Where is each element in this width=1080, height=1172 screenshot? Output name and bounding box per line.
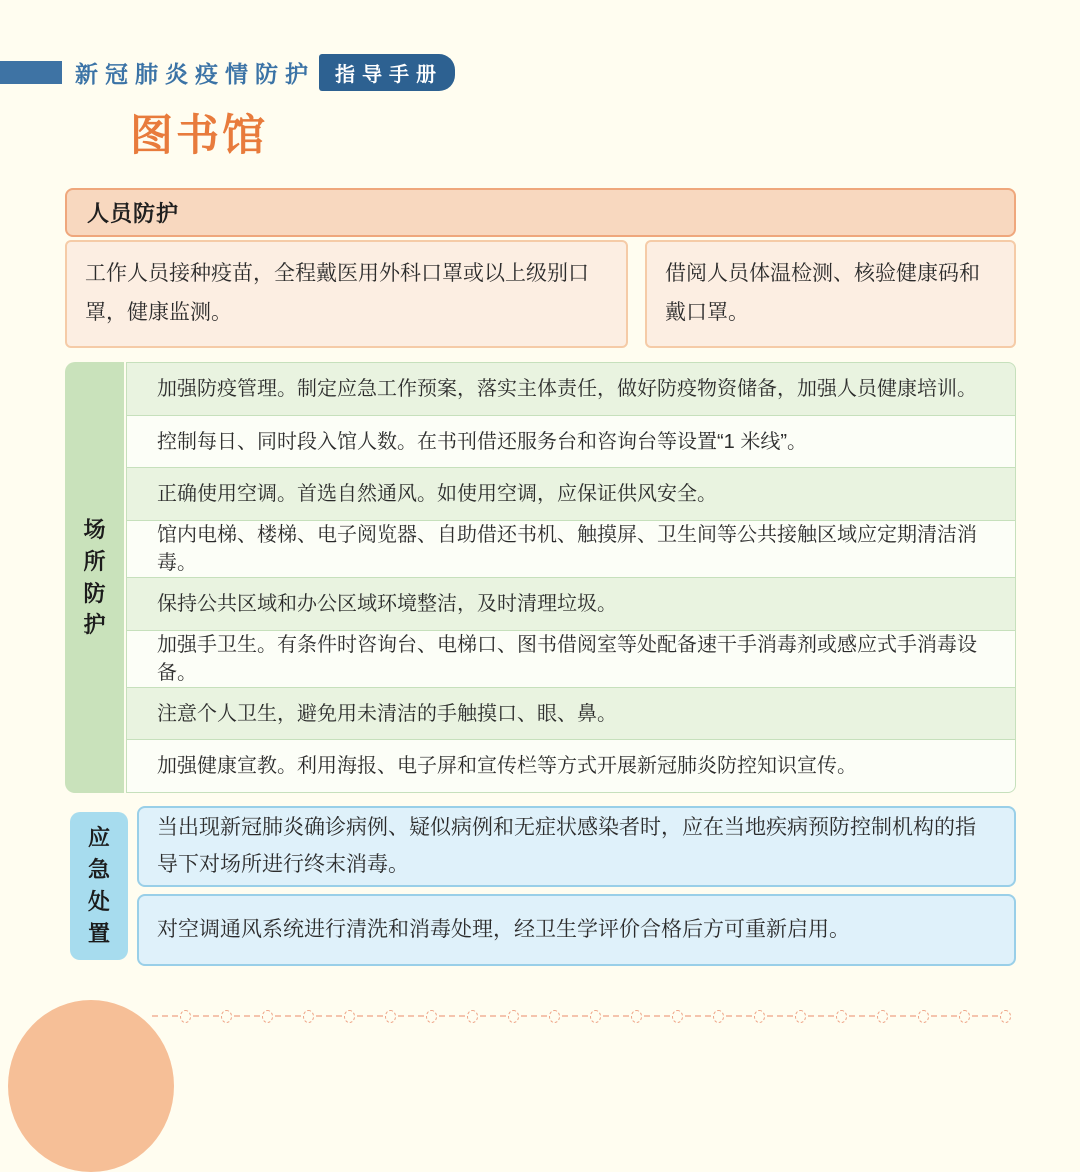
divider-dash bbox=[398, 1015, 424, 1017]
divider-dash bbox=[316, 1015, 342, 1017]
divider-ring bbox=[877, 1010, 888, 1023]
emergency-card-text: 当出现新冠肺炎确诊病例、疑似病例和无症状感染者时，应在当地疾病预防控制机构的指导下对场所进行终末消毒。 bbox=[157, 815, 976, 876]
venue-rows bbox=[126, 362, 1016, 793]
venue-row-text: 保持公共区域和办公区域环境整洁，及时清理垃圾。 bbox=[157, 592, 617, 615]
divider-dash bbox=[972, 1015, 998, 1017]
venue-row-text: 控制每日、同时段入馆人数。在书刊借还服务台和咨询台等设置“1 米线”。 bbox=[157, 430, 807, 453]
emergency-cards bbox=[137, 806, 1016, 966]
divider-ring bbox=[918, 1010, 929, 1023]
divider-ring bbox=[795, 1010, 806, 1023]
venue-row-text: 加强手卫生。有条件时咨询台、电梯口、图书借阅室等处配备速干手消毒剂或感应式手消毒设备。 bbox=[157, 633, 977, 684]
divider-ring bbox=[713, 1010, 724, 1023]
divider-ring bbox=[754, 1010, 765, 1023]
divider-dash bbox=[849, 1015, 875, 1017]
divider-dash bbox=[808, 1015, 834, 1017]
venue-row bbox=[126, 739, 1016, 793]
venue-row-text: 馆内电梯、楼梯、电子阅览器、自助借还书机、触摸屏、卫生间等公共接触区域应定期清洁消毒。 bbox=[157, 524, 977, 575]
divider-ring bbox=[426, 1010, 437, 1023]
divider-ring bbox=[303, 1010, 314, 1023]
divider-dash bbox=[152, 1015, 178, 1017]
divider-dash bbox=[767, 1015, 793, 1017]
divider-dash bbox=[562, 1015, 588, 1017]
divider-ring bbox=[385, 1010, 396, 1023]
manual-badge: 指导手册 bbox=[319, 54, 455, 91]
header-accent-bar bbox=[0, 61, 62, 84]
divider-ring bbox=[221, 1010, 232, 1023]
divider-dash bbox=[521, 1015, 547, 1017]
divider-ring bbox=[590, 1010, 601, 1023]
divider-ring bbox=[836, 1010, 847, 1023]
venue-row bbox=[126, 415, 1016, 469]
divider-dash bbox=[275, 1015, 301, 1017]
venue-row bbox=[126, 577, 1016, 631]
emergency-sidebar bbox=[70, 812, 128, 960]
divider-dash bbox=[193, 1015, 219, 1017]
divider-ring bbox=[959, 1010, 970, 1023]
corner-circle-decoration bbox=[8, 1000, 174, 1172]
emergency-card bbox=[137, 894, 1016, 966]
dashed-divider bbox=[150, 1008, 1012, 1024]
divider-ring bbox=[180, 1010, 191, 1023]
divider-ring bbox=[631, 1010, 642, 1023]
personnel-card-visitor bbox=[645, 240, 1016, 348]
divider-ring bbox=[672, 1010, 683, 1023]
divider-dash bbox=[603, 1015, 629, 1017]
divider-dash bbox=[439, 1015, 465, 1017]
divider-dash bbox=[644, 1015, 670, 1017]
divider-dash bbox=[931, 1015, 957, 1017]
series-title: 新冠肺炎疫情防护 bbox=[75, 60, 315, 87]
emergency-card-text: 对空调通风系统进行清洗和消毒处理，经卫生学评价合格后方可重新启用。 bbox=[157, 917, 850, 941]
venue-row bbox=[126, 630, 1016, 688]
page-title: 图书馆 bbox=[130, 112, 268, 160]
divider-dash bbox=[480, 1015, 506, 1017]
personnel-cards bbox=[65, 240, 1016, 348]
emergency-sidebar-label: 应急处置 bbox=[87, 825, 110, 946]
divider-ring bbox=[549, 1010, 560, 1023]
venue-sidebar-label: 场所防护 bbox=[83, 516, 106, 638]
divider-dash bbox=[357, 1015, 383, 1017]
venue-row bbox=[126, 362, 1016, 416]
venue-row-text: 加强防疫管理。制定应急工作预案，落实主体责任，做好防疫物资储备，加强人员健康培训。 bbox=[157, 377, 977, 400]
divider-ring bbox=[1000, 1010, 1011, 1023]
divider-dash bbox=[726, 1015, 752, 1017]
divider-dash bbox=[890, 1015, 916, 1017]
venue-row bbox=[126, 520, 1016, 578]
venue-section bbox=[65, 362, 1016, 793]
personnel-card-staff bbox=[65, 240, 628, 348]
divider-dash bbox=[234, 1015, 260, 1017]
venue-row bbox=[126, 467, 1016, 521]
venue-row-text: 注意个人卫生，避免用未清洁的手触摸口、眼、鼻。 bbox=[157, 702, 617, 725]
header bbox=[0, 57, 455, 87]
divider-dash bbox=[685, 1015, 711, 1017]
divider-ring bbox=[344, 1010, 355, 1023]
personnel-card-visitor-text: 借阅人员体温检测、核验健康码和戴口罩。 bbox=[665, 262, 980, 324]
venue-row bbox=[126, 687, 1016, 741]
personnel-section-heading: 人员防护 bbox=[65, 188, 1016, 237]
divider-ring bbox=[467, 1010, 478, 1023]
personnel-card-staff-text: 工作人员接种疫苗，全程戴医用外科口罩或以上级别口罩，健康监测。 bbox=[85, 262, 589, 324]
divider-ring bbox=[508, 1010, 519, 1023]
divider-ring bbox=[262, 1010, 273, 1023]
venue-row-text: 加强健康宣教。利用海报、电子屏和宣传栏等方式开展新冠肺炎防控知识宣传。 bbox=[157, 755, 857, 778]
emergency-section bbox=[70, 806, 1016, 966]
venue-sidebar bbox=[65, 362, 124, 793]
emergency-card bbox=[137, 806, 1016, 887]
venue-row-text: 正确使用空调。首选自然通风。如使用空调，应保证供风安全。 bbox=[157, 483, 717, 506]
